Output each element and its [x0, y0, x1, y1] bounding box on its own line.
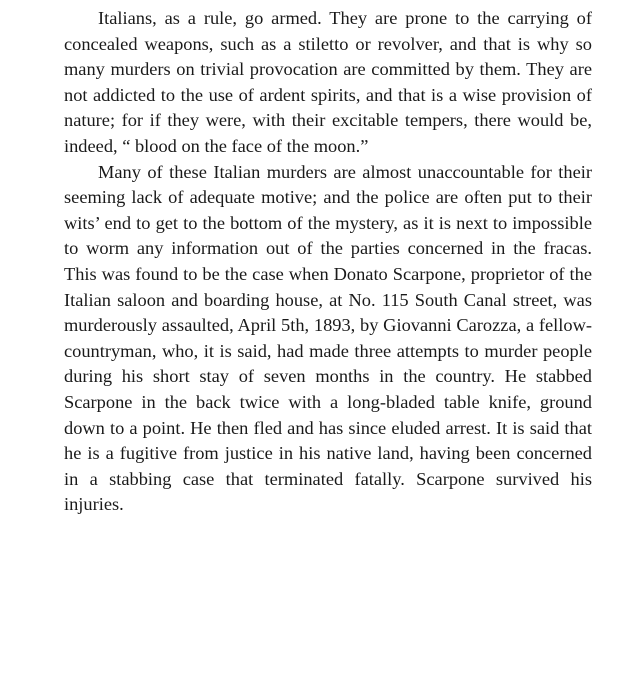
paragraph-1: Italians, as a rule, go armed. They are prone to the carrying of concealed weapons, such as a stiletto or revolver, and that is why so many murders on trivial provocation are committed by them. They are not addicted to the use of ardent spirits, and that is a wise provision of nature; for if they were, with their excitable tempers, there would be, indeed, “ blood on the face of the moon.” [64, 8, 592, 156]
paragraph-2: Many of these Italian murders are almost unaccountable for their seeming lack of adequate motive; and the police are often put to their wits’ end to get to the bottom of the mystery, as it is next to impossible to worm any information out of the parties concerned in the fracas. This was found to be the case when Donato Scarpone, proprietor of the Italian saloon and boarding house, at No. 115 South Canal street, was murderously assaulted, April 5th, 1893, by Giovanni Carozza, a fellow-countryman, who, it is said, had made three attempts to murder people during his short stay of seven months in the country. He stabbed Scarpone in the back twice with a long-bladed table knife, ground down to a point. He then fled and has since eluded arrest. It is said that he is a fugitive from justice in his native land, having been concerned in a stabbing case that terminated fatally. Scarpone survived his injuries. [64, 161, 592, 515]
body-text [64, 6, 592, 518]
